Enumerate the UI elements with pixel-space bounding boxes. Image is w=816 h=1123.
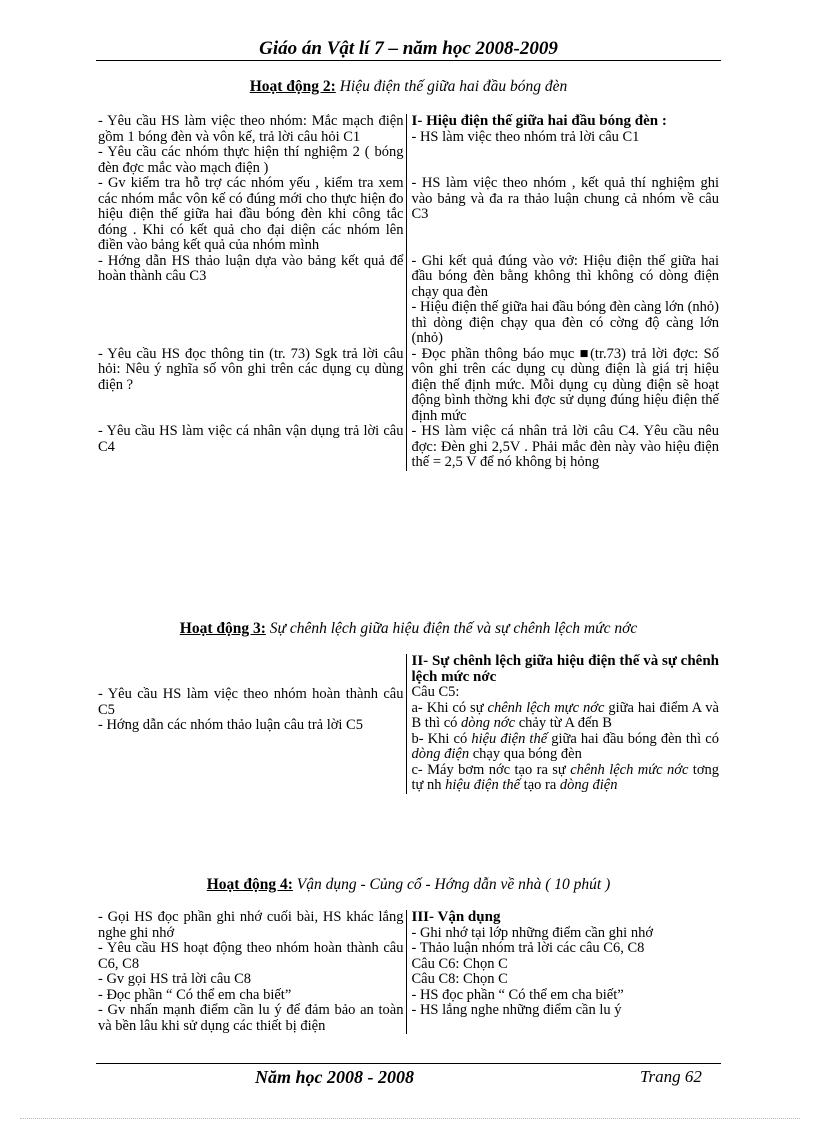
teacher-cell: - Gv kiểm tra hỗ trợ các nhóm yếu , kiểm tra xem các nhóm mắc vôn kế có đúng mới cho thực hiện đo hiệu điện thế giữa hai đầu bóng đèn khi công tắc đóng . Khi có kết quả cho đại diện các nhóm lên điền vào bảng kết quả của nhóm mình <box>98 175 404 253</box>
teacher-text: - Gv gọi HS trả lời câu C8 <box>98 971 252 987</box>
student-text: Câu C6: Chọn C <box>411 955 508 972</box>
c5-answer-b: b- Khi có hiệu điện thế giữa hai đầu bóng đèn thì có dòng điện chạy qua bóng đèn <box>411 730 719 762</box>
activity-3-table <box>96 654 721 794</box>
student-text: - Ghi nhớ tại lớp những điểm cần ghi nhớ <box>411 924 653 941</box>
table-row <box>96 424 721 471</box>
table-row <box>96 114 721 145</box>
student-cell: - Đọc phần thông báo mục ■(tr.73) trả lời đợc: Số vôn ghi trên các dụng cụ dùng điện là giá trị hiệu điện thế định mức. Mỗi dụng cụ dùng điện sẽ hoạt động bình thờng khi đợc sử dụng đúng hiệu điện thế định mức <box>406 347 721 425</box>
section-heading: I- Hiệu điện thế giữa hai đầu bóng đèn : <box>411 113 667 129</box>
table-row <box>96 910 721 1034</box>
student-cell <box>406 254 721 347</box>
table-row <box>96 254 721 347</box>
activity-3-heading <box>96 620 721 638</box>
teacher-text: - Gọi HS đọc phần ghi nhớ cuối bài, HS khác lắng nghe ghi nhớ <box>98 909 404 941</box>
activity-4-table <box>96 910 721 1034</box>
section-heading: III- Vận dụng <box>411 909 501 925</box>
table-row <box>96 145 721 176</box>
activity-2-title: Hiệu điện thế giữa hai đầu bóng đèn <box>335 78 568 95</box>
teacher-cell: - Hớng dẫn HS thảo luận dựa vào bảng kết quả để hoàn thành câu C3 <box>98 252 404 284</box>
table-row <box>96 347 721 425</box>
teacher-cell: - Yêu cầu HS làm việc cá nhân vận dụng trả lời câu C4 <box>98 423 404 455</box>
student-text: - Ghi kết quả đúng vào vở: Hiệu điện thế giữa hai đầu bóng đèn bằng không thì không có dòng điện chạy qua đèn <box>411 252 719 300</box>
footer-page-number: Trang 62 <box>640 1067 702 1086</box>
student-cell <box>406 910 721 1034</box>
student-text: Câu C8: Chọn C <box>411 971 508 987</box>
page-header-title: Giáo án Vật lí 7 – năm học 2008-2009 <box>96 38 721 61</box>
footer-school-year: Năm học 2008 - 2008 <box>255 1067 414 1087</box>
c5-label: Câu C5: <box>411 684 460 700</box>
teacher-cell: - Yêu cầu các nhóm thực hiện thí nghiệm 2 ( bóng đèn đợc mắc vào mạch điện ) <box>98 144 404 176</box>
activity-2-heading <box>96 78 721 96</box>
activity-3-label: Hoạt động 3: <box>179 620 266 637</box>
c5-answer-a: a- Khi có sự chênh lệch mực nớc giữa hai điểm A và B thì có dòng nớc chảy từ A đến B <box>411 699 719 731</box>
activity-4-heading <box>96 876 721 894</box>
teacher-cell <box>96 910 406 1034</box>
student-text: - Thảo luận nhóm trả lời các câu C6, C8 <box>411 940 645 956</box>
student-cell: - HS làm việc theo nhóm , kết quả thí nghiệm ghi vào bảng và đa ra thảo luận chung cả nhóm về câu C3 <box>406 176 721 254</box>
table-row <box>96 654 721 794</box>
activity-3-title: Sự chênh lệch giữa hiệu điện thế và sự chênh lệch mức nớc <box>265 620 638 637</box>
teacher-text: - Yêu cầu HS hoạt động theo nhóm hoàn thành câu C6, C8 <box>98 940 404 972</box>
student-text: - HS làm việc theo nhóm trả lời câu C1 <box>411 128 640 145</box>
teacher-text: - Yêu cầu HS làm việc theo nhóm hoàn thành câu C5 <box>98 686 404 718</box>
teacher-cell: - Yêu cầu HS làm việc theo nhóm: Mắc mạch điện gồm 1 bóng đèn và vôn kế, trả lời câu hỏi C1 <box>98 113 404 145</box>
student-text: - Hiệu điện thế giữa hai đầu bóng đèn càng lớn (nhỏ) thì dòng điện chạy qua đèn có cờng độ càng lớn (nhỏ) <box>411 299 719 346</box>
student-cell: - HS làm việc cá nhân trả lời câu C4. Yêu cầu nêu đợc: Đèn ghi 2,5V . Phải mắc đèn này vào hiệu điện thế = 2,5 V để nó không bị hỏng <box>406 424 721 471</box>
activity-2-label: Hoạt động 2: <box>249 78 336 95</box>
footer-divider <box>96 1063 721 1064</box>
student-cell <box>406 654 721 794</box>
activity-2-table <box>96 114 721 471</box>
page-edge-divider <box>20 1118 800 1119</box>
student-text: - HS đọc phần “ Có thể em cha biết” <box>411 986 624 1003</box>
student-text: - HS lắng nghe những điểm cần lu ý <box>411 1002 622 1018</box>
table-row <box>96 176 721 254</box>
student-cell <box>406 145 721 176</box>
teacher-cell: - Yêu cầu HS đọc thông tin (tr. 73) Sgk trả lời câu hỏi: Nêu ý nghĩa số vôn ghi trên các dụng cụ dùng điện ? <box>98 345 404 393</box>
student-cell <box>406 114 721 145</box>
c5-answer-c: c- Máy bơm nớc tạo ra sự chênh lệch mức nớc tơng tự nh hiệu điện thế tạo ra dòng điện <box>411 761 720 793</box>
section-heading: II- Sự chênh lệch giữa hiệu điện thế và sự chênh lệch mức nớc <box>411 653 719 685</box>
teacher-text: - Gv nhấn mạnh điểm cần lu ý để đảm bảo an toàn và bền lâu khi sử dụng các thiết bị điện <box>98 1002 404 1034</box>
teacher-text: - Hớng dẫn các nhóm thảo luận câu trả lời C5 <box>98 717 363 733</box>
activity-4-label: Hoạt động 4: <box>206 876 293 893</box>
activity-4-title: Vận dụng - Củng cố - Hớng dẫn về nhà ( 10 phút ) <box>292 876 611 893</box>
teacher-text: - Đọc phần “ Có thể em cha biết” <box>98 986 292 1003</box>
teacher-cell <box>96 654 406 794</box>
